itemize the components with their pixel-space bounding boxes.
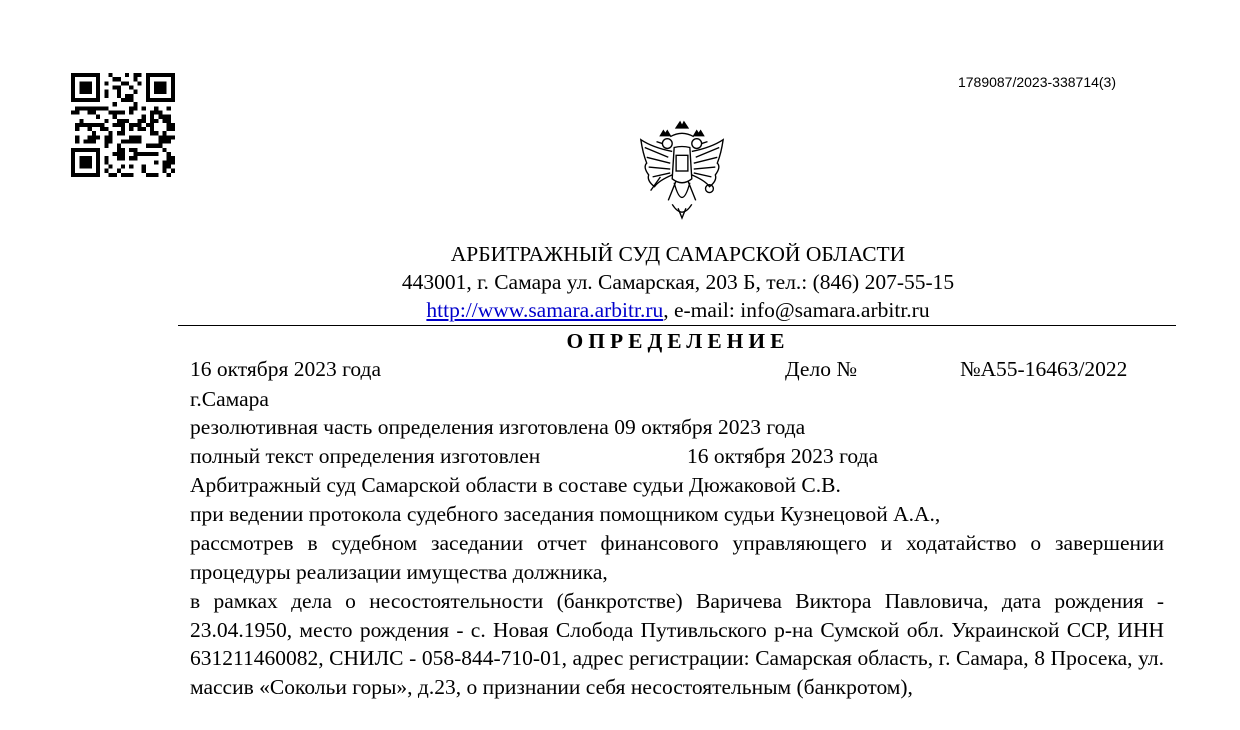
header-divider — [178, 325, 1176, 326]
city: г.Самара — [190, 387, 269, 411]
case-number: №А55-16463/2022 — [960, 357, 1128, 381]
case-label: Дело № — [785, 357, 857, 381]
considered-paragraph: рассмотрев в судебном заседании отчет финансового управляющего и ходатайство о завершении процедуры реализации имущества должника, — [190, 531, 1164, 584]
document-date: 16 октября 2023 года — [190, 357, 382, 381]
fulltext-date: 16 октября 2023 года — [687, 444, 879, 468]
case-framework-paragraph: в рамках дела о несостоятельности (банкротстве) Варичева Виктора Павловича, дата рождения - 23.04.1950, место рождения - с. Новая Слобода Путивльского р-на Сумской обл. Украинской ССР, ИНН 631211460082, СНИЛС - 058-844-710-01, адрес регистрации: Самарская область, г. Самара, 8 Просека, ул. массив «Сокольи горы», д.23, о признании себя несостоятельным (банкротом), — [190, 589, 1164, 699]
email-text: , e-mail: info@samara.arbitr.ru — [663, 298, 930, 322]
coat-of-arms-emblem — [633, 118, 731, 224]
court-name: АРБИТРАЖНЫЙ СУД САМАРСКОЙ ОБЛАСТИ — [450, 242, 906, 266]
document-title: ОПРЕДЕЛЕНИЕ — [566, 329, 790, 353]
fulltext-label: полный текст определения изготовлен — [190, 444, 541, 468]
website-link[interactable]: http://www.samara.arbitr.ru — [426, 298, 664, 322]
court-composition: Арбитражный суд Самарской области в составе судьи Дюжаковой С.В. — [190, 473, 841, 497]
resolution-date-line: резолютивная часть определения изготовлена 09 октября 2023 года — [190, 415, 806, 439]
qr-code — [71, 73, 175, 177]
court-contacts — [180, 296, 1176, 324]
court-address: 443001, г. Самара ул. Самарская, 203 Б, тел.: (846) 207-55-15 — [401, 270, 955, 294]
protocol-line: при ведении протокола судебного заседания помощником судьи Кузнецовой А.А., — [190, 502, 941, 526]
document-number: 1789087/2023-338714(3) — [957, 74, 1116, 90]
